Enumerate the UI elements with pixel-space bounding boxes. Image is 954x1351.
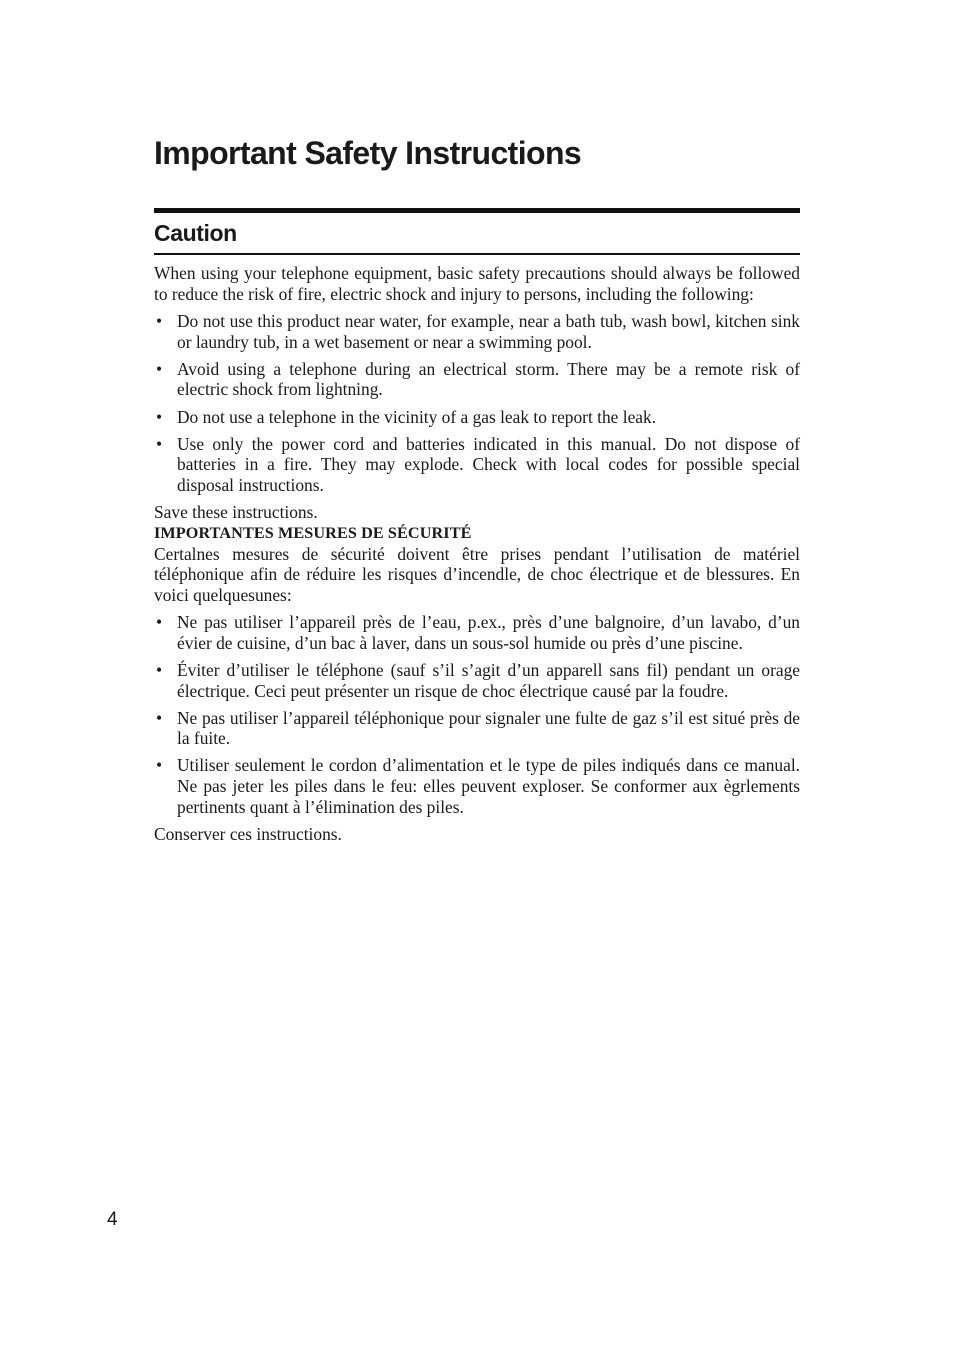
bullet-icon: • (156, 660, 163, 681)
french-item (154, 660, 800, 701)
french-item (154, 708, 800, 749)
french-item-text: Ne pas utiliser l’appareil près de l’eau, p.ex., près d’une balgnoire, d’un lavabo, d’un évier de cuisine, d’un bac à laver, dans un sous-sol humide ou près d’une piscine. (177, 612, 800, 653)
page-content (154, 263, 800, 845)
caution-item-text: Avoid using a telephone during an electrical storm. There may be a remote risk of electric shock from lightning. (177, 358, 800, 400)
french-intro: Certalnes mesures de sécurité doivent être prises pendant l’utilisation de matériel téléphonique afin de réduire les risques d’incendle, de choc électrique et de blessures. En voici quelquesunes: (154, 543, 800, 605)
bullet-icon: • (156, 612, 163, 633)
french-item-text: Ne pas utiliser l’appareil téléphonique pour signaler une fulte de gaz s’il est situé près de la fuite. (177, 707, 800, 749)
bullet-icon: • (156, 311, 163, 332)
caution-item (154, 434, 800, 496)
caution-item (154, 407, 800, 428)
section-rule-top (154, 208, 800, 213)
french-heading: IMPORTANTES MESURES DE SÉCURITÉ (154, 524, 472, 543)
caution-intro: When using your telephone equipment, basic safety precautions should always be followed to reduce the risk of fire, electric shock and injury to persons, including the following: (154, 263, 800, 304)
caution-item (154, 311, 800, 352)
french-list (154, 612, 800, 817)
caution-list (154, 311, 800, 495)
page-title: Important Safety Instructions (154, 135, 582, 171)
bullet-icon: • (156, 755, 163, 776)
bullet-icon: • (156, 433, 163, 454)
caution-item-text: Do not use a telephone in the vicinity of a gas leak to report the leak. (177, 406, 657, 427)
section-rule-bottom (154, 253, 800, 255)
caution-item-text: Use only the power cord and batteries indicated in this manual. Do not dispose of batteries in a fire. They may explode. Check with local codes for possible special disposal instructions. (177, 433, 800, 495)
bullet-icon: • (156, 358, 163, 379)
page-number: 4 (107, 1209, 118, 1230)
bullet-icon: • (156, 406, 163, 427)
caution-closing: Save these instructions. (154, 502, 318, 523)
french-item (154, 612, 800, 653)
bullet-icon: • (156, 707, 163, 728)
french-item-text: Éviter d’utiliser le téléphone (sauf s’il s’agit d’un apparell sans fil) pendant un orage électrique. Ceci peut présenter un risque de choc électrique causé par la foudre. (177, 660, 800, 701)
french-item (154, 755, 800, 817)
caution-heading: Caution (154, 220, 237, 246)
french-item-text: Utiliser seulement le cordon d’alimentation et le type de piles indiqués dans ce manual. Ne pas jeter les piles dans le feu: elles peuvent exploser. Se conformer aux ègrlements pertinents quant à l’élimination des piles. (177, 755, 800, 817)
caution-item (154, 359, 800, 400)
french-closing: Conserver ces instructions. (154, 824, 342, 845)
caution-item-text: Do not use this product near water, for example, near a bath tub, wash bowl, kitchen sink or laundry tub, in a wet basement or near a swimming pool. (177, 311, 800, 352)
